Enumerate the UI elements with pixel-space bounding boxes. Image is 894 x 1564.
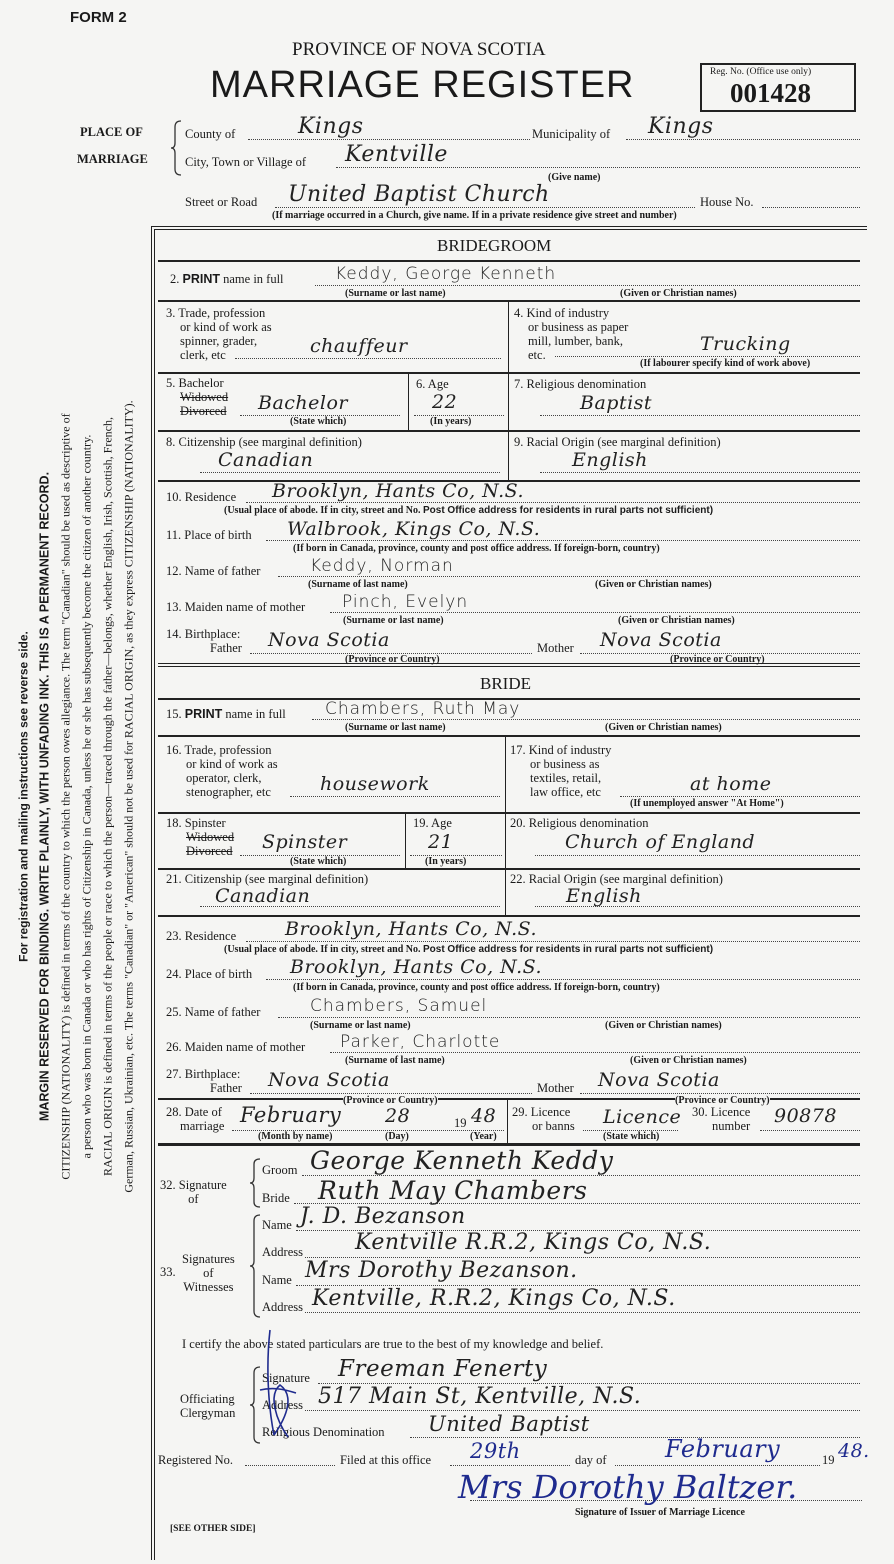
margin-note-citizenship-1: CITIZENSHIP (NATIONALITY) is defined in terms of the country to which the person owes allegiance. The term "Canadian" should be used as descriptive of bbox=[58, 413, 73, 1180]
clergyman-address: 517 Main St, Kentville, N.S. bbox=[318, 1384, 642, 1409]
margin-note-racial-1: RACIAL ORIGIN is defined in terms of the people or race to which the person—traced through the father—belongs, whether English, Irish, Scottish, French, bbox=[100, 416, 115, 1177]
caption: (If born in Canada, province, county and post office address. If foreign-born, country) bbox=[293, 543, 660, 554]
groom-industry-label: 4. Kind of industry or business as paper mill, lumber, bank, etc. bbox=[514, 306, 629, 362]
bride-industry-label: 17. Kind of industry or business as textiles, retail, law office, etc bbox=[510, 743, 612, 799]
certification-statement: I certify the above stated particulars are true to the best of my knowledge and belief. bbox=[182, 1337, 604, 1351]
house-number-label: House No. bbox=[700, 195, 754, 209]
groom-mother-birthplace-label: Mother bbox=[537, 641, 574, 655]
residence-caption: (Usual place of abode. If in city, street and No. Post Office address for residents in rural parts not sufficient) bbox=[224, 505, 714, 516]
brace-icon bbox=[249, 1214, 261, 1318]
residence-caption: (Usual place of abode. If in city, street and No. Post Office address for residents in rural parts not sufficient) bbox=[224, 944, 714, 955]
filed-year-prefix: 19 bbox=[822, 1453, 835, 1467]
filed-month: February bbox=[665, 1435, 781, 1463]
issuer-caption: Signature of Issuer of Marriage Licence bbox=[575, 1507, 745, 1518]
bride-birth-value: Brooklyn, Hants Co, N.S. bbox=[290, 956, 543, 978]
groom-birth-value: Walbrook, Kings Co, N.S. bbox=[287, 518, 541, 540]
groom-trade-value: chauffeur bbox=[310, 335, 408, 357]
groom-citizenship-value: Canadian bbox=[218, 449, 314, 471]
licence-label: 29. Licence or banns bbox=[512, 1105, 575, 1133]
denomination-label: Religious Denomination bbox=[262, 1425, 385, 1439]
caption: (Given or Christian names) bbox=[620, 288, 737, 299]
groom-father-birthplace-label: Father bbox=[210, 641, 242, 655]
give-name-caption: (Give name) bbox=[548, 172, 601, 183]
caption: (If labourer specify kind of work above) bbox=[640, 358, 811, 369]
ink-flourish-icon bbox=[258, 1325, 308, 1450]
caption: (Surname or last name) bbox=[345, 288, 446, 299]
bridegroom-heading: BRIDEGROOM bbox=[437, 236, 552, 255]
licence-number-label: 30. Licence number bbox=[692, 1105, 751, 1133]
caption: (Given or Christian names) bbox=[595, 579, 712, 590]
bride-industry-value: at home bbox=[690, 773, 772, 795]
registered-number-label: Registered No. bbox=[158, 1453, 233, 1467]
margin-note-citizenship-2: a person who was born in Canada or who has rights of Citizenship in Canada, unless he or she has subsequently become the citizen of another country. bbox=[79, 434, 94, 1159]
groom-mother-value: Pinch, Evelyn bbox=[342, 592, 469, 612]
witness2-address: Kentville, R.R.2, Kings Co, N.S. bbox=[312, 1286, 676, 1311]
bride-mother-label: 26. Maiden name of mother bbox=[166, 1040, 306, 1054]
margin-note-racial-2: German, Russian, Ukrainian, etc. The terms "Canadian" or "American" should not be used for RACIAL ORIGIN, as they express CITIZENSHIP (NATIONALITY). bbox=[121, 400, 136, 1193]
groom-status-label: 5. Bachelor Widowed Divorced bbox=[166, 376, 229, 418]
bride-racial-label: 22. Racial Origin (see marginal definition) bbox=[510, 872, 723, 886]
bride-trade-label: 16. Trade, profession or kind of work as operator, clerk, stenographer, etc bbox=[166, 743, 278, 799]
groom-status-value: Bachelor bbox=[258, 392, 349, 414]
witness-label: Signatures of Witnesses bbox=[182, 1252, 235, 1294]
caption: (State which) bbox=[290, 416, 347, 427]
bride-religion-label: 20. Religious denomination bbox=[510, 816, 649, 830]
county-value: Kings bbox=[298, 114, 364, 139]
marriage-date-label: 28. Date of marriage bbox=[166, 1105, 225, 1133]
bride-mother-value: Parker, Charlotte bbox=[340, 1032, 501, 1052]
bride-mother-birthplace-value: Nova Scotia bbox=[598, 1069, 720, 1091]
caption: (Day) bbox=[385, 1131, 409, 1142]
caption: (Surname or last name) bbox=[310, 1020, 411, 1031]
bride-residence-value: Brooklyn, Hants Co, N.S. bbox=[285, 918, 538, 940]
groom-age-label: 6. Age bbox=[416, 377, 449, 391]
issuer-signature: Mrs Dorothy Baltzer. bbox=[458, 1468, 798, 1506]
caption: (Given or Christian names) bbox=[618, 615, 735, 626]
municipality-value: Kings bbox=[648, 114, 714, 139]
witness1-address-label: Address bbox=[262, 1245, 303, 1259]
groom-father-value: Keddy, Norman bbox=[310, 556, 454, 576]
caption: (Surname or last name) bbox=[343, 615, 444, 626]
caption: (Given or Christian names) bbox=[630, 1055, 747, 1066]
bride-heading: BRIDE bbox=[480, 674, 531, 693]
page-title: MARRIAGE REGISTER bbox=[210, 64, 635, 106]
bride-birthplace-label: 27. Birthplace: bbox=[166, 1067, 241, 1081]
street-note: (If marriage occurred in a Church, give name. If in a private residence give street and number) bbox=[272, 210, 677, 221]
bride-father-birthplace-label: Father bbox=[210, 1081, 242, 1095]
province-heading: PROVINCE OF NOVA SCOTIA bbox=[292, 39, 546, 60]
groom-residence-value: Brooklyn, Hants Co, N.S. bbox=[272, 480, 525, 502]
witness-number: 33. bbox=[160, 1265, 176, 1279]
clergyman-label: Officiating Clergyman bbox=[180, 1392, 236, 1420]
bride-age-label: 19. Age bbox=[413, 816, 452, 830]
signature-of-label: 32. Signature of bbox=[160, 1178, 227, 1206]
caption: (State which) bbox=[290, 856, 347, 867]
clergyman-address-label: Address bbox=[262, 1398, 303, 1412]
caption: (State which) bbox=[603, 1131, 660, 1142]
margin-note-instructions: For registration and mailing instructions see reverse side. bbox=[16, 631, 31, 962]
brace-icon bbox=[170, 120, 182, 176]
reg-number-label: Reg. No. (Office use only) bbox=[710, 67, 812, 77]
caption: (Month by name) bbox=[258, 1131, 333, 1142]
groom-racial-label: 9. Racial Origin (see marginal definition) bbox=[514, 435, 721, 449]
groom-residence-label: 10. Residence bbox=[166, 490, 237, 504]
day-of-label: day of bbox=[575, 1453, 607, 1467]
filed-year: 48. bbox=[838, 1440, 870, 1462]
brace-icon bbox=[249, 1158, 261, 1208]
bride-religion-value: Church of England bbox=[565, 831, 756, 853]
caption: (Surname of last name) bbox=[308, 579, 408, 590]
street-label: Street or Road bbox=[185, 195, 258, 209]
margin-note-binding: MARGIN RESERVED FOR BINDING. WRITE PLAINLY, WITH UNFADING INK. THIS IS A PERMANENT RECORD. bbox=[37, 471, 52, 1122]
witness1-name-label: Name bbox=[262, 1218, 292, 1232]
marriage-month-value: February bbox=[240, 1103, 342, 1127]
groom-father-birthplace-value: Nova Scotia bbox=[268, 629, 390, 651]
bride-name-value: Chambers, Ruth May bbox=[325, 699, 521, 719]
marriage-day-value: 28 bbox=[385, 1105, 411, 1127]
witness2-name: Mrs Dorothy Bezanson. bbox=[305, 1258, 578, 1283]
groom-name-value: Keddy, George Kenneth bbox=[335, 264, 557, 284]
city-label: City, Town or Village of bbox=[185, 155, 307, 169]
caption: (Given or Christian names) bbox=[605, 1020, 722, 1031]
reg-number: 001428 bbox=[730, 78, 811, 108]
groom-signature-label: Groom bbox=[262, 1163, 298, 1177]
bride-status-value: Spinster bbox=[262, 831, 348, 853]
caption: (Province or Country) bbox=[343, 1095, 438, 1106]
groom-mother-label: 13. Maiden name of mother bbox=[166, 600, 306, 614]
caption: (Province or Country) bbox=[345, 654, 440, 665]
groom-birth-label: 11. Place of birth bbox=[166, 528, 252, 542]
bride-father-label: 25. Name of father bbox=[166, 1005, 261, 1019]
groom-religion-value: Baptist bbox=[580, 392, 653, 414]
bride-trade-value: housework bbox=[320, 773, 430, 795]
filed-label: Filed at this office bbox=[340, 1453, 432, 1467]
bride-status-label: 18. Spinster Widowed Divorced bbox=[166, 816, 235, 858]
street-value: United Baptist Church bbox=[288, 182, 550, 207]
bride-citizenship-value: Canadian bbox=[215, 885, 311, 907]
witness2-address-label: Address bbox=[262, 1300, 303, 1314]
groom-father-label: 12. Name of father bbox=[166, 564, 261, 578]
groom-religion-label: 7. Religious denomination bbox=[514, 377, 647, 391]
county-label: County of bbox=[185, 127, 236, 141]
margin-notes bbox=[14, 247, 149, 1347]
witness1-name: J. D. Bezanson bbox=[300, 1204, 466, 1229]
groom-industry-value: Trucking bbox=[700, 333, 791, 355]
caption: (Surname or last name) bbox=[345, 722, 446, 733]
groom-racial-value: English bbox=[572, 449, 648, 471]
groom-birthplace-label: 14. Birthplace: bbox=[166, 627, 241, 641]
bride-name-label: 15. PRINT name in full bbox=[166, 707, 286, 721]
bride-signature-label: Bride bbox=[262, 1191, 290, 1205]
municipality-label: Municipality of bbox=[532, 127, 611, 141]
bride-signature: Ruth May Chambers bbox=[318, 1176, 588, 1205]
caption: (If born in Canada, province, county and post office address. If foreign-born, country) bbox=[293, 982, 660, 993]
place-heading-1: PLACE OF bbox=[80, 125, 143, 139]
form-number: FORM 2 bbox=[70, 9, 127, 26]
groom-citizenship-label: 8. Citizenship (see marginal definition) bbox=[166, 435, 362, 449]
caption: (In years) bbox=[425, 856, 467, 867]
groom-trade-label: 3. Trade, profession or kind of work as spinner, grader, clerk, etc bbox=[166, 306, 272, 362]
city-value: Kentville bbox=[345, 142, 448, 167]
caption: (In years) bbox=[430, 416, 472, 427]
caption: (Province or Country) bbox=[670, 654, 765, 665]
reg-number-box bbox=[700, 63, 856, 112]
clergyman-signature-label: Signature bbox=[262, 1371, 310, 1385]
caption: (If unemployed answer "At Home") bbox=[630, 798, 784, 809]
caption: (Year) bbox=[470, 1131, 497, 1142]
see-other-side: [SEE OTHER SIDE] bbox=[170, 1524, 256, 1534]
marriage-year-value: 48 bbox=[471, 1105, 497, 1127]
bride-birth-label: 24. Place of birth bbox=[166, 967, 253, 981]
bride-father-birthplace-value: Nova Scotia bbox=[268, 1069, 390, 1091]
filed-day: 29th bbox=[470, 1439, 521, 1463]
caption: (Given or Christian names) bbox=[605, 722, 722, 733]
bride-racial-value: English bbox=[566, 885, 642, 907]
bride-father-value: Chambers, Samuel bbox=[310, 996, 488, 1016]
groom-signature: George Kenneth Keddy bbox=[310, 1146, 614, 1175]
clergyman-signature: Freeman Fenerty bbox=[338, 1356, 548, 1382]
caption: (Surname of last name) bbox=[345, 1055, 445, 1066]
place-heading-2: MARRIAGE bbox=[77, 152, 148, 166]
licence-value: Licence bbox=[603, 1106, 682, 1128]
groom-name-label: 2. PRINT name in full bbox=[170, 272, 284, 286]
marriage-year-prefix: 19 bbox=[454, 1116, 467, 1130]
licence-number-value: 90878 bbox=[774, 1105, 837, 1127]
bride-residence-label: 23. Residence bbox=[166, 929, 237, 943]
groom-age-value: 22 bbox=[432, 391, 458, 413]
caption: (Province or Country) bbox=[675, 1095, 770, 1106]
denomination-value: United Baptist bbox=[428, 1412, 590, 1436]
groom-mother-birthplace-value: Nova Scotia bbox=[600, 629, 722, 651]
witness2-name-label: Name bbox=[262, 1273, 292, 1287]
bride-age-value: 21 bbox=[428, 831, 454, 853]
bride-mother-birthplace-label: Mother bbox=[537, 1081, 574, 1095]
witness1-address: Kentville R.R.2, Kings Co, N.S. bbox=[355, 1230, 712, 1255]
bride-citizenship-label: 21. Citizenship (see marginal definition) bbox=[166, 872, 369, 886]
